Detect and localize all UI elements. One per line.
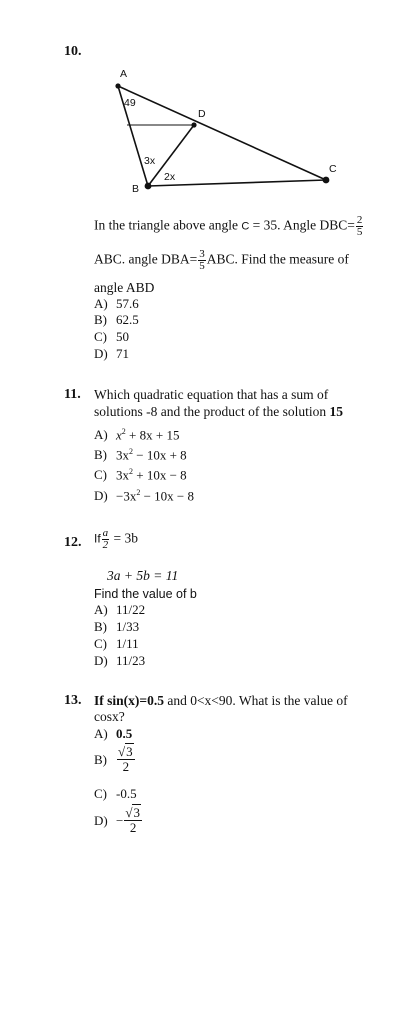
question-11-number: 11. — [64, 387, 81, 402]
question-10-number: 10. — [64, 44, 82, 59]
question-13-line-1: If sin(x)=0.5 and 0<x<90. What is the value of — [94, 693, 348, 708]
q13-option-d[interactable]: D) − $\frac{√3}{2}$ — [94, 805, 140, 835]
triangle-figure — [110, 68, 350, 198]
q12-option-d[interactable]: D) 11/23 — [94, 653, 146, 668]
label-angle-3x: 3x — [144, 155, 156, 167]
q10-option-a[interactable]: A) 57.6 — [94, 296, 139, 311]
question-12-prompt: Find the value of b — [94, 587, 197, 601]
question-13-number: 13. — [64, 693, 82, 708]
q13-option-b[interactable]: B) $\frac{√3}{2}$ — [94, 744, 133, 774]
question-11-line-2: solutions -8 and the product of the solution 15 — [94, 404, 343, 419]
point-b — [145, 183, 152, 190]
question-12-number: 12. — [64, 535, 82, 550]
q10-option-b[interactable]: B) 62.5 — [94, 312, 139, 327]
sqrt3-over-2-b: $\frac{√3}{2}$ — [118, 744, 133, 774]
q12-option-b[interactable]: B) 1/33 — [94, 619, 140, 634]
q11-option-b[interactable]: B) $3x^2 - 10x + 8$ — [94, 447, 187, 463]
q11-option-a[interactable]: A) $x^2 + 8x + 15$ — [94, 427, 180, 443]
label-d: D — [198, 108, 206, 120]
question-10-line-1: In the triangle above angle C = 35. Angle DBC= $\frac{2}{5}$ — [94, 214, 363, 238]
q10-option-d[interactable]: D) 71 — [94, 346, 129, 361]
point-c — [323, 177, 330, 184]
point-d — [191, 122, 196, 127]
sqrt3-over-2-d: $\frac{√3}{2}$ — [125, 805, 140, 835]
label-a: A — [120, 68, 128, 80]
label-c: C — [329, 163, 337, 175]
question-10-line-2: ABC. angle DBA= $\frac{3}{5}$ ABC. Find the measure of — [94, 248, 349, 272]
q13-option-a[interactable]: A) 0.5 — [94, 726, 133, 741]
q12-option-c[interactable]: C) 1/11 — [94, 636, 139, 651]
question-13-line-2: cosx? — [94, 709, 125, 724]
label-angle-a: 49 — [124, 97, 136, 109]
q11-option-c[interactable]: C) $3x^2 + 10x - 8$ — [94, 467, 187, 483]
q11-option-d[interactable]: $D) -3x^2 - 10x - 8$ — [94, 488, 195, 504]
point-a — [115, 83, 120, 88]
question-12-equation-2: 3a + 5b = 11 — [107, 568, 179, 583]
q12-option-a[interactable]: A) 11/22 — [94, 602, 146, 617]
label-angle-2x: 2x — [164, 171, 176, 183]
question-11-line-1: Which quadratic equation that has a sum of — [94, 387, 329, 402]
question-10-line-3: angle ABD — [94, 280, 155, 295]
label-b: B — [132, 183, 140, 195]
q13-option-c[interactable]: C) -0.5 — [94, 786, 137, 801]
question-12-equation-1: If $\frac{a}{2}$ = 3b — [94, 527, 139, 551]
q10-option-c[interactable]: C) 50 — [94, 329, 129, 344]
